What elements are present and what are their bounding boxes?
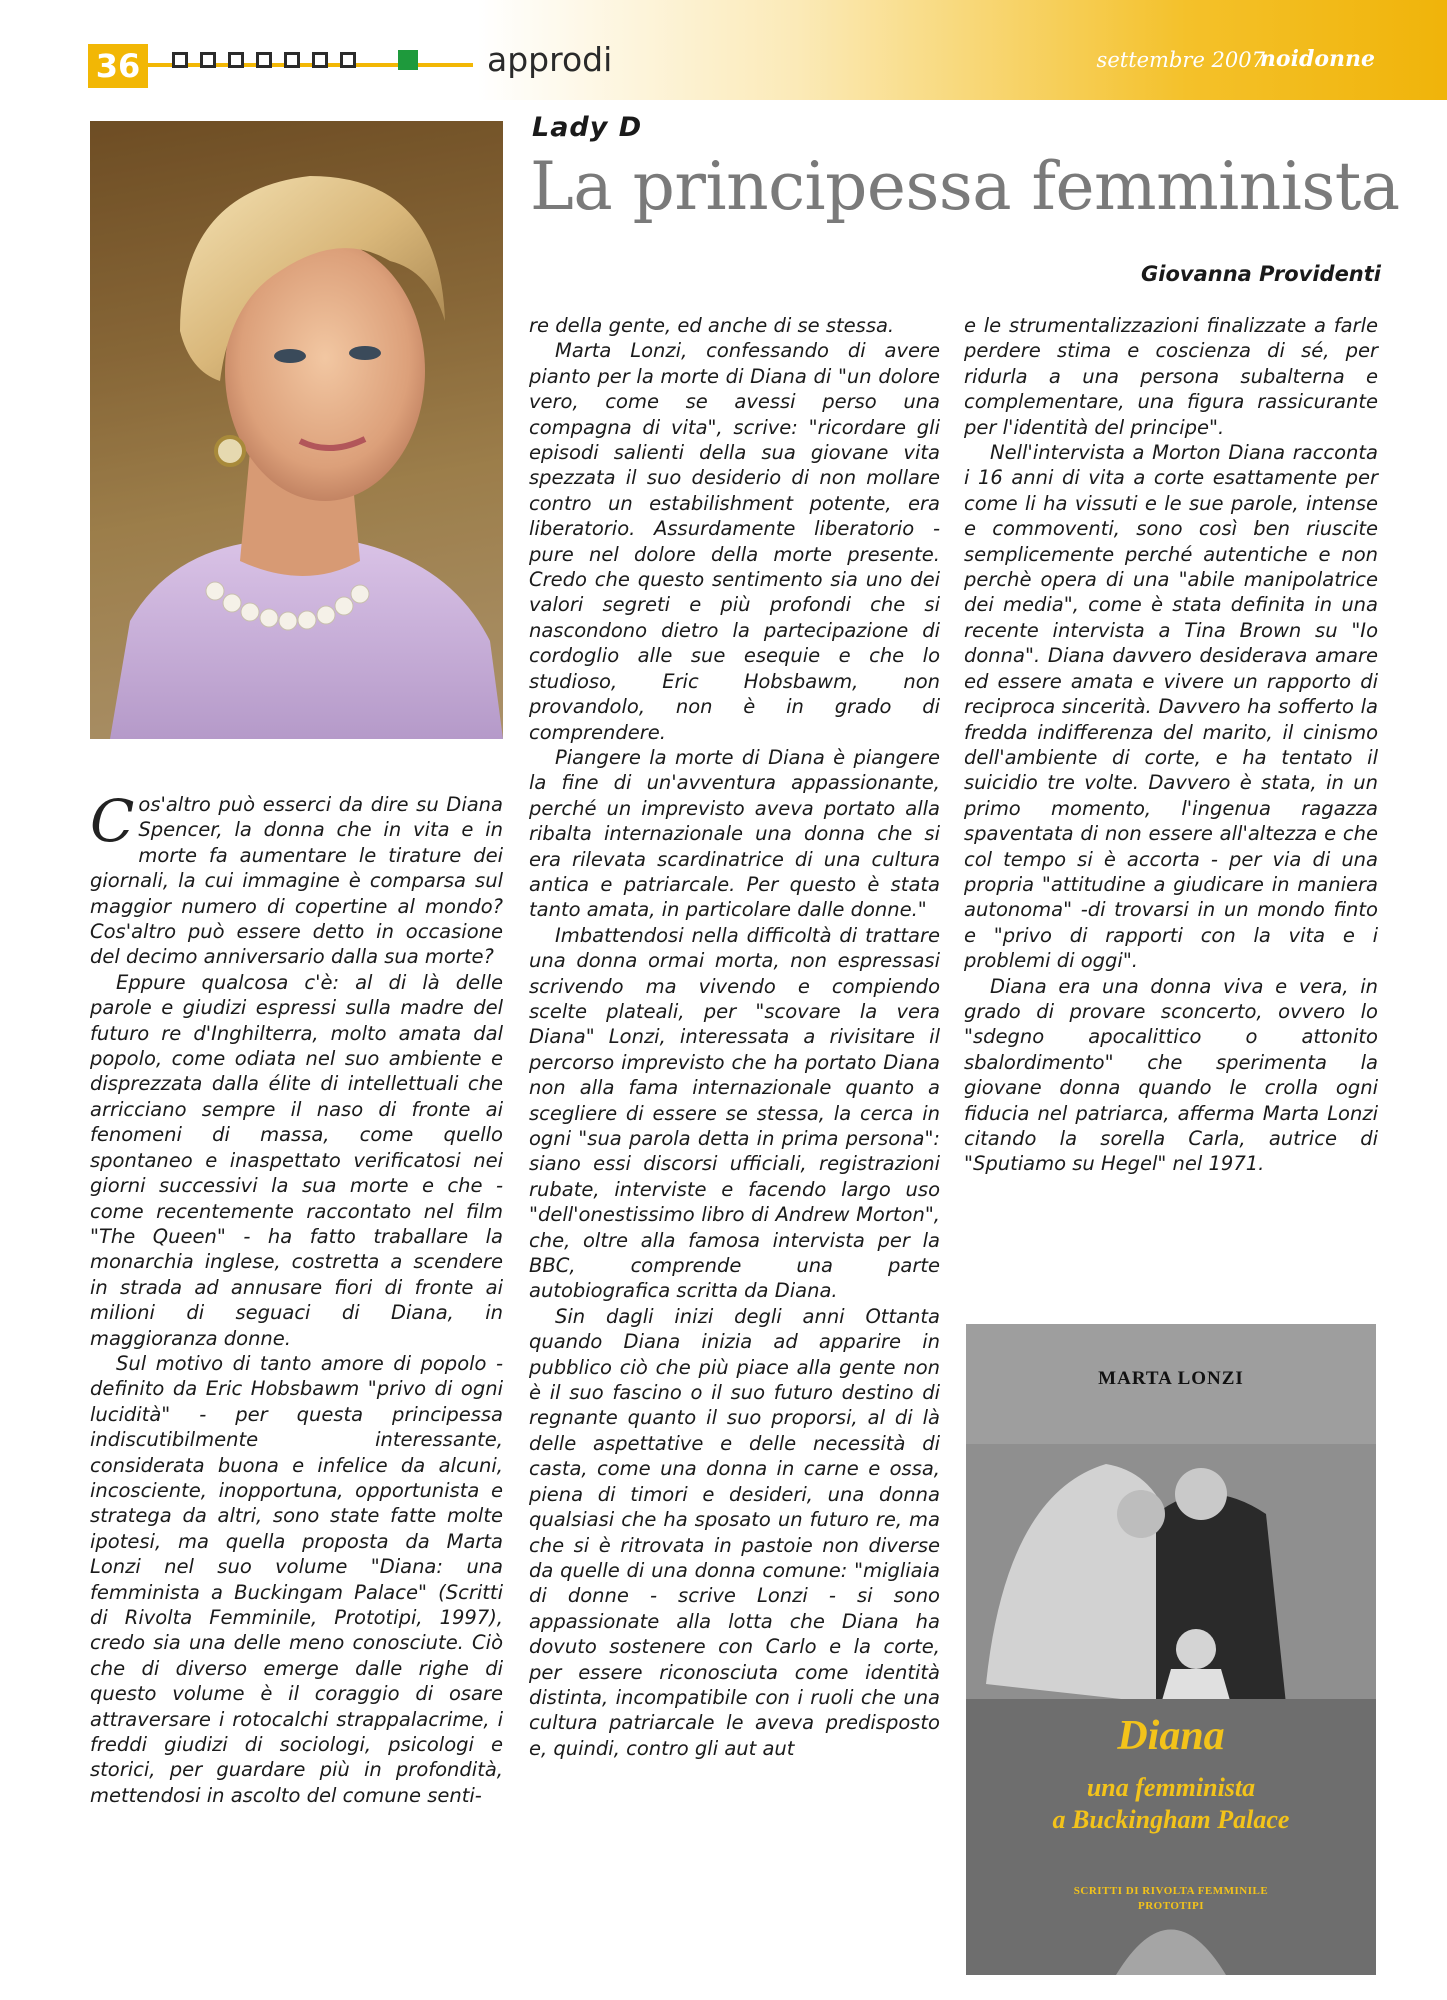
header-box-icon <box>312 52 328 68</box>
paragraph: Sul motivo di tanto amore di popolo - definito da Eric Hobsbawm "privo di ogni lucidità" - per questa principessa indiscutibilmente interessante, considerata buona e infelice da alcuni, incosciente, inopportuna, opportunista e stratega da altri, sono state fatte molte ipotesi, ma quella proposta da Marta Lonzi nel suo volume "Diana: una femminista a Buckingam Palace" (Scritti di Rivolta Femminile, Prototipi, 1997), credo sia una delle meno conosciute. Ciò che di diverso emerge dalle righe di questo volume è il coraggio di osare attraversare i rotocalchi strappalacrime, i freddi giudizi di sociologi, psicologi e storici, per guardare più in profondità, mettendosi in ascolto del comune senti- <box>90 1351 503 1807</box>
article-column-2 <box>529 313 940 1761</box>
book-author: MARTA LONZI <box>1098 1368 1244 1389</box>
drop-cap: C <box>90 787 135 855</box>
article-column-1 <box>90 787 503 1808</box>
header-active-box-icon <box>398 50 418 70</box>
paragraph-text: os'altro può esserci da dire su Diana Spencer, la donna che in vita e in morte fa aumentare le tirature dei giornali, la cui immagine è comparsa sul maggior numero di copertine al mondo? Cos'altro può essere detto in occasione del decimo anniversario dalla sua morte? <box>90 793 503 969</box>
article-title: La principessa femminista <box>530 148 1400 225</box>
paragraph: Eppure qualcosa c'è: al di là delle parole e giudizi espressi sulla madre del futuro re d'Inghilterra, molto amata dal popolo, come odiata nel suo ambiente e disprezzata dalla élite di intellettuali che arricciano sempre il naso di fronte ai fenomeni di massa, come quello spontaneo e inaspettato verificatosi nei giorni successivi la sua morte e che - come recentemente raccontato nel film "The Queen" - ha fatto traballare la monarchia inglese, costretta a scendere in strada ad annusare fiori di fronte ai milioni di seguaci di Diana, in maggioranza donne. <box>90 970 503 1350</box>
book-subtitle-line: una femminista <box>1086 1773 1256 1802</box>
header-box-icon <box>228 52 244 68</box>
page-number: 36 <box>88 44 148 88</box>
paragraph: Sin dagli inizi degli anni Ottanta quando Diana inizia ad apparire in pubblico ciò che più piace alla gente non è il suo fascino o il suo futuro destino di regnante quanto il suo proporsi, al di là delle aspettative e delle necessità di casta, come una donna in carne e ossa, piena di timori e desideri, una donna qualsiasi che ha sposato un futuro re, ma che si è ritrovata in pastoie non diverse da quelle di una donna comune: "migliaia di donne - scrive Lonzi - si sono appassionate alla lotta che Diana ha dovuto sostenere con Carlo e la corte, per essere riconosciuta come identità distinta, incompatibile con i ruoli che una cultura patriarcale le aveva predisposto e, quindi, contro gli aut aut <box>529 1304 940 1760</box>
paragraph: e le strumentalizzazioni finalizzate a farle perdere stima e coscienza di sé, per ridurla a una persona subalterna e complementare, una figura rassicurante per l'identità del principe". <box>964 314 1378 439</box>
portrait-photo <box>90 121 503 739</box>
magazine-brand: noidonne <box>1259 46 1375 72</box>
article-column-3 <box>964 313 1378 1177</box>
paragraph <box>90 787 503 970</box>
issue-date: settembre 2007 <box>1096 48 1265 72</box>
article-author: Giovanna Providenti <box>1141 262 1381 286</box>
article-kicker: Lady D <box>532 112 643 143</box>
header-box-icon <box>172 52 188 68</box>
section-name: approdi <box>487 40 613 79</box>
paragraph: Diana era una donna viva e vera, in grado di provare sconcerto, ovvero lo "sdegno apocalittico o attonito sbalordimento" che sperimenta la giovane donna quando le crolla ogni fiducia nel patriarca, afferma Marta Lonzi citando la sorella Carla, autrice di "Sputiamo su Hegel" nel 1971. <box>964 974 1378 1176</box>
book-cover <box>966 1324 1376 1975</box>
book-subtitle <box>966 1772 1376 1836</box>
book-publisher <box>966 1884 1376 1914</box>
header-rule <box>148 63 473 67</box>
paragraph: Imbattendosi nella difficoltà di trattare una donna ormai morta, non espressasi scrivendo ma vivendo e compiendo scelte plateali, per "scovare la vera Diana" Lonzi, interessata a rivisitare il percorso imprevisto che ha portato Diana non alla fama internazionale quanto a scegliere di essere se stessa, la cerca in ogni "sua parola detta in prima persona": siano essi discorsi ufficiali, registrazioni rubate, interviste e facendo largo uso "dell'onestissimo libro di Andrew Morton", che, oltre alla famosa intervista per la BBC, comprende una parte autobiografica scritta da Diana. <box>529 923 940 1303</box>
book-title: Diana <box>1117 1713 1225 1759</box>
paragraph: Nell'intervista a Morton Diana racconta i 16 anni di vita a corte esattamente per come li ha vissuti e le sue parole, intense e commoventi, sono così ben riuscite semplicemente perché autentiche e non perchè opera di una "abile manipolatrice dei media", come è stata definita in una recente intervista a Tina Brown su "Io donna". Diana davvero desiderava amare ed essere amata e vivere un rapporto di reciproca sincerità. Davvero ha sofferto la fredda indifferenza del marito, il cinismo dell'ambiente di corte, e ha tentato il suicidio tre volte. Davvero è stata, in un primo momento, l'ingenua ragazza spaventata di non essere all'altezza e che col tempo si è accorta - per via di una propria "attitudine a giudicare in maniera autonoma" -di trovarsi in un mondo finto e "privo di rapporti con la vita e i problemi di oggi". <box>964 441 1378 973</box>
book-subtitle-line: a Buckingham Palace <box>1052 1805 1290 1834</box>
header-box-icon <box>284 52 300 68</box>
portrait-illustration <box>90 121 503 739</box>
paragraph: Marta Lonzi, confessando di avere pianto per la morte di Diana di "un dolore vero, come se avessi perso una compagna di vita", scrive: "ricordare gli episodi salienti della sua giovane vita spezzata il suo desiderio di non mollare contro un estabilishment potente, era liberatorio. Assurdamente liberatorio - pure nel dolore della morte presente. Credo che questo sentimento sia uno dei valori segreti e più profondi che si nascondono dietro la partecipazione di cordoglio alle sue esequie e che lo studioso, Eric Hobsbawm, non provandolo, non è in grado di comprendere. <box>529 339 940 744</box>
paragraph: Piangere la morte di Diana è piangere la fine di un'avventura appassionante, perché un imprevisto aveva portato alla ribalta internazionale una donna che si era rilevata scardinatrice di una cultura antica e patriarcale. Per questo è stata tanto amata, in particolare dalle donne." <box>529 745 940 922</box>
header-box-icon <box>200 52 216 68</box>
wedding-kiss-photo <box>966 1324 1376 1975</box>
book-publisher-line: PROTOTIPI <box>1137 1900 1205 1912</box>
header-box-icon <box>256 52 272 68</box>
paragraph: re della gente, ed anche di se stessa. <box>529 314 895 337</box>
book-publisher-line: SCRITTI DI RIVOLTA FEMMINILE <box>1073 1885 1269 1897</box>
header-box-icon <box>340 52 356 68</box>
